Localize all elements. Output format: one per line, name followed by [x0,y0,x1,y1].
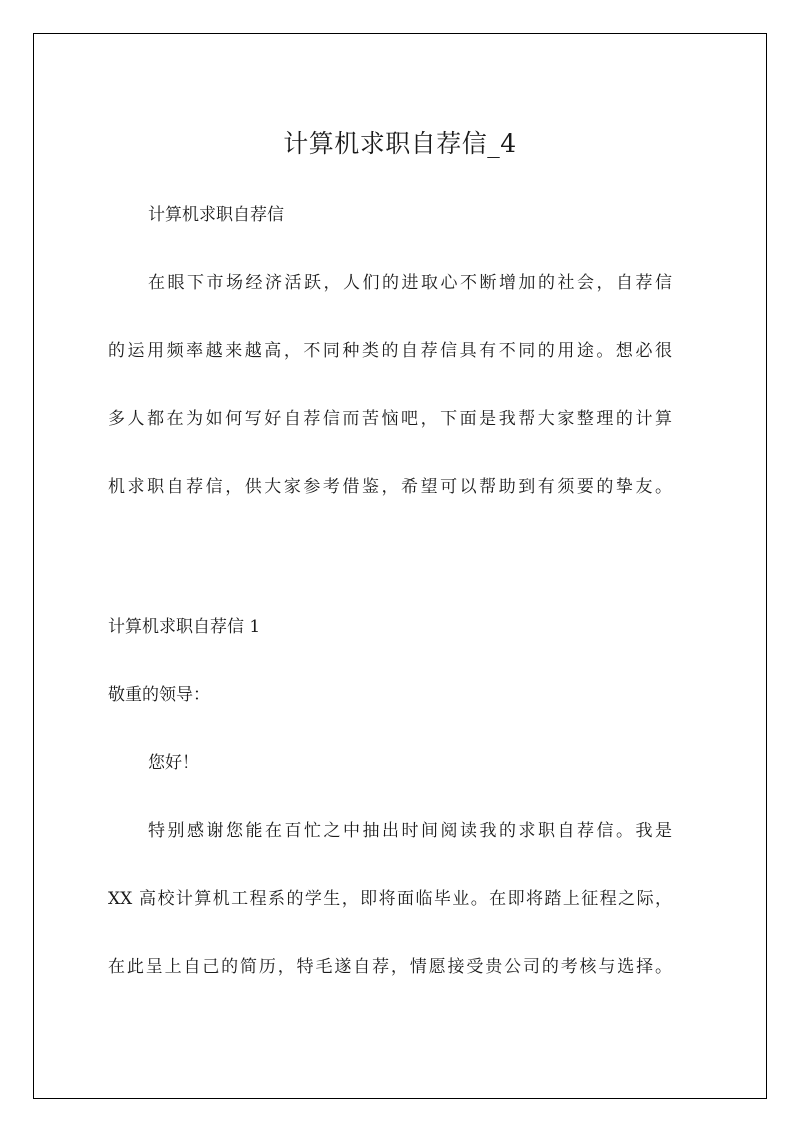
body-line-2: XX 高校计算机工程系的学生，即将面临毕业。在即将踏上征程之际， [108,889,672,909]
section-heading: 计算机求职自荐信 1 [108,617,261,637]
salutation: 敬重的领导： [108,685,210,705]
body-line-1: 特别感谢您能在百忙之中抽出时间阅读我的求职自荐信。我是 [148,821,672,841]
greeting: 您好！ [148,753,199,773]
intro-line-1: 在眼下市场经济活跃，人们的进取心不断增加的社会，自荐信 [148,273,672,293]
document-subtitle: 计算机求职自荐信 [148,205,284,225]
body-line-3: 在此呈上自己的简历，特毛遂自荐，情愿接受贵公司的考核与选择。 [108,957,672,977]
intro-line-4: 机求职自荐信，供大家参考借鉴，希望可以帮助到有须要的挚友。 [108,477,672,497]
document-title: 计算机求职自荐信_4 [283,129,517,158]
page-border [33,33,767,1099]
intro-line-2: 的运用频率越来越高，不同种类的自荐信具有不同的用途。想必很 [108,341,672,361]
intro-line-3: 多人都在为如何写好自荐信而苦恼吧，下面是我帮大家整理的计算 [108,409,672,429]
